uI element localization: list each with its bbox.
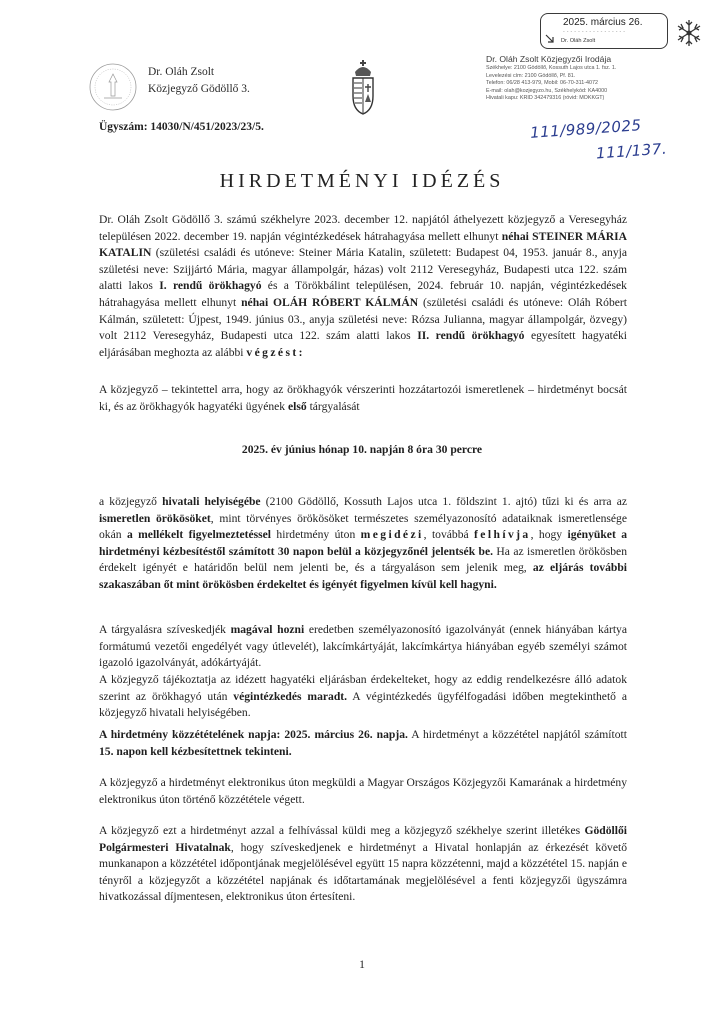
office-line: Levelezési cím: 2100 Gödöllő, Pf. 81. xyxy=(486,72,576,79)
document-title: HIRDETMÉNYI IDÉZÉS xyxy=(219,170,505,192)
date-stamp xyxy=(540,13,668,49)
paragraph-summons xyxy=(99,494,627,594)
stamp-date: 2025. március 26. xyxy=(563,17,643,28)
first-hearing: első xyxy=(287,399,307,413)
text: A tárgyalásra szíveskedjék xyxy=(99,623,231,636)
text: és a Törökbálint településen, 2024. február 10. napján, végintézkedések hátrahagyása mellett elhunyt xyxy=(99,279,627,309)
text: A közjegyző tájékoztatja az idézett hagyatéki eljárásban érdekelteket, hogy az eddig rendelkezésre álló adatok szerint az örökhagyó után xyxy=(99,673,627,703)
office-line: Hivatali kapu: KRID 342479316 (rövid: MOKKGT) xyxy=(486,95,605,102)
text: Dr. Oláh Zsolt Gödöllő 3. számú székhelyre 2023. december 12. napjától áthelyezett közjegyző a Veresegyház településen 2022. december 19. napján végintézkedések hátrahagyása mellett elhunyt xyxy=(99,213,627,243)
notary-name: Dr. Oláh Zsolt xyxy=(148,66,215,78)
text: A végintézkedés ügyfélfogadási időben megtekinthető a közjegyző hivatali helyiségében. xyxy=(99,689,627,720)
decedent-1-name: néhai STEINER MÁRIA KATALIN xyxy=(99,229,627,260)
notary-seal-icon xyxy=(88,62,138,112)
municipality-office: Gödöllői Polgármesteri Hivatalnak xyxy=(99,824,627,854)
publication-date: A hirdetmény közzétételének napja: 2025. március 26. napja. xyxy=(99,728,408,741)
decedent-2-rank: II. rendű örökhagyó xyxy=(417,329,525,343)
office-location: hivatali helyiségébe xyxy=(162,495,261,508)
text: , hogy xyxy=(530,528,568,542)
text: Ha az ismeretlen örökösben érdekelt igényét e határidőn belül nem jelenti be, és a tárgyaláson sem jelenik meg, xyxy=(99,544,627,575)
paragraph-decedents xyxy=(99,212,627,361)
text: (születési családi és utóneve: Oláh Róbert Kálmán, született: Újpest, 1949. június 03., anyja születési neve: Rózsa Julianna, magyar állampolgár, özvegy) volt 2112 Veresegyház, Budapesti utca 122. szám alatti lakos xyxy=(99,295,627,343)
decedent-2-name: néhai OLÁH RÓBERT KÁLMÁN xyxy=(241,295,419,309)
text: , továbbá xyxy=(423,528,475,542)
text: (születési családi és utóneve: Steiner Mária Katalin, született: Budapest 04, 1953. január 8., anyja születési neve: Szijjártó Mária, magyar állampolgár, házas) volt 2112 Veresegyház, Budapesti utca 122. szám alatti lakos xyxy=(99,246,627,293)
decision-word: végzést xyxy=(246,345,299,359)
text: A közjegyző ezt a hirdetményt azzal a felhívással küldi meg a közjegyző székhelye szerint illetékes xyxy=(99,824,585,837)
paragraph-will-info xyxy=(99,672,627,722)
text: A közjegyző a hirdetményt elektronikus úton megküldi a Magyar Országos Közjegyzői Kamarának a hirdetmény elektronikus úton történő közzététele végett. xyxy=(99,776,627,806)
text: a közjegyző xyxy=(99,495,163,508)
will-remained: végintézkedés maradt. xyxy=(233,689,348,703)
unknown-heirs: ismeretlen örökösöket xyxy=(99,511,211,525)
page-number: 1 xyxy=(359,958,365,971)
deadline: igényüket a hirdetményi kézbesítéstől számított 30 napon belül a közjegyzőnél jelentsék be. xyxy=(99,528,628,558)
office-line: E-mail: olah@kozjegyzo.hu, Székhelykód: KA4000 xyxy=(486,87,608,94)
snowflake-icon xyxy=(676,18,702,48)
text: : xyxy=(298,345,303,359)
decedent-1-rank: I. rendű örökhagyó xyxy=(159,279,262,293)
call-word: felhívja xyxy=(474,528,531,542)
delivery-day: 15. napon kell kézbesítettnek tekinteni. xyxy=(99,744,292,758)
paragraph-announcement xyxy=(99,382,627,415)
office-title: Dr. Oláh Zsolt Közjegyzői Irodája xyxy=(486,54,612,64)
paragraph-publication xyxy=(99,727,627,760)
summons-word: megidézi xyxy=(360,528,424,542)
paragraph-chamber xyxy=(99,775,627,808)
stamp-divider: - - - - - - - - - - - - - - - - - xyxy=(563,29,626,35)
office-line: Telefon: 06/28 413-979, Mobil: 06-70-311-4072 xyxy=(486,80,598,87)
text: egyesített hagyatéki eljárásában meghozta az alábbi xyxy=(99,329,628,359)
stamp-arrow-icon xyxy=(545,34,555,44)
case-number: Ügyszám: 14030/N/451/2023/23/5. xyxy=(99,121,264,133)
text: , mint törvényes örökösöket természetes személyazonosító adataiknak ismeretlensége okán xyxy=(99,511,627,542)
text: A hirdetményt a közzététel napjától számított xyxy=(407,728,627,741)
office-info xyxy=(486,54,686,103)
stamp-name: Dr. Oláh Zsolt xyxy=(561,38,596,44)
text: tárgyalását xyxy=(306,399,360,413)
bring-with: magával hozni xyxy=(230,623,305,636)
text: A közjegyző – tekintettel arra, hogy az örökhagyók vérszerinti hozzátartozói ismeretlenek – hirdetményt bocsát ki, és az örökhagyók hagyatéki ügyének xyxy=(99,383,627,413)
office-line: Székhelye: 2100 Gödöllő, Kossuth Lajos utca 1. fsz. 1. xyxy=(486,65,617,71)
handwritten-note: 111/137. xyxy=(595,139,668,163)
text: , hogy szíveskedjenek e hirdetményt a Hivatal honlapján az érkezését követő munkanapon a közzététel időpontjának megjelölésével együtt 15 napra közzétenni, majd a közzététel 15. napján e tényről a közjegyzőt a közzététel napjának és időtartamának megjelölésével a fenti közjegyzői ügyszámra hivatkozással díjmentesen, elektronikus úton értesíteni. xyxy=(99,840,627,904)
paragraph-municipality xyxy=(99,823,627,906)
hungarian-coat-of-arms-icon xyxy=(350,58,376,116)
notary-header xyxy=(148,64,250,98)
consequence: az eljárás további szakaszában őt mint örökösben érdekeltet és igényét figyelmen kívül kell hagyni. xyxy=(99,561,627,591)
handwritten-note: 111/989/2025 xyxy=(529,116,643,142)
text: eredetben személyazonosító igazolványát (ennek hiányában kártya formátumú vezetői engedélyét vagy útlevelét), lakcímkártyáját, lakcímkártya hiányában egyéb személyi számot igazoló igazolványát, adókártyáját. xyxy=(99,623,627,670)
text: hirdetmény úton xyxy=(271,528,361,542)
notary-seat: Közjegyző Gödöllő 3. xyxy=(148,83,250,95)
hearing-date: 2025. év június hónap 10. napján 8 óra 30 percre xyxy=(241,443,483,456)
text: (2100 Gödöllő, Kossuth Lajos utca 1. földszint 1. ajtó) tűzi ki és arra az xyxy=(260,495,628,508)
paragraph-documents xyxy=(99,622,627,672)
warning-ref: a mellékelt figyelmeztetéssel xyxy=(126,528,272,542)
